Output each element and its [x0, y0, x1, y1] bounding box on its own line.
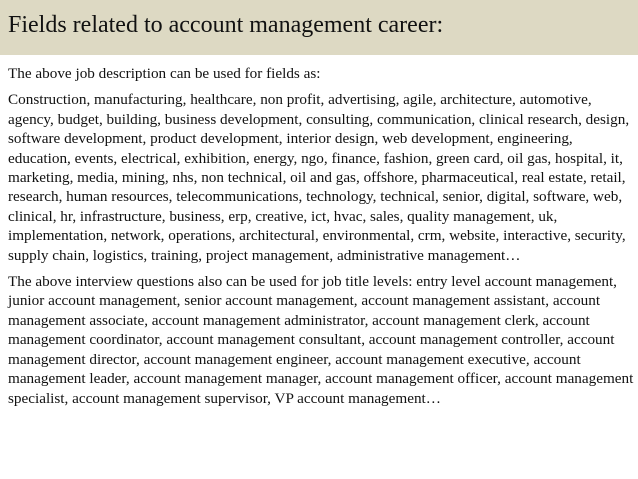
intro-paragraph: The above job description can be used for fields as: [8, 65, 321, 82]
content-body [8, 64, 634, 415]
job-titles-paragraph: The above interview questions also can be used for job title levels: entry level account management, junior account management, senior account management, account management assistant, account management associate, account management administrator, account management clerk, account management coordinator, account management consultant, account management controller, account management director, account management engineer, account management executive, account management leader, account management manager, account management officer, account management specialist, account management supervisor, VP account management… [8, 273, 634, 407]
fields-paragraph: Construction, manufacturing, healthcare, non profit, advertising, agile, architecture, automotive, agency, budget, building, business development, consulting, communication, clinical research, design, software development, product development, interior design, web development, engineering, education, events, electrical, exhibition, energy, ngo, finance, fashion, green card, oil gas, hospital, it, marketing, media, mining, nhs, non technical, oil and gas, offshore, pharmaceutical, real estate, retail, research, human resources, telecommunications, technology, technical, senior, digital, software, web, clinical, hr, infrastructure, business, erp, creative, ict, hvac, sales, quality management, uk, implementation, network, operations, architectural, environmental, crm, website, interactive, security, supply chain, logistics, training, project management, administrative management… [8, 91, 630, 264]
title-bar [0, 0, 638, 55]
page-title: Fields related to account management career: [8, 12, 444, 38]
